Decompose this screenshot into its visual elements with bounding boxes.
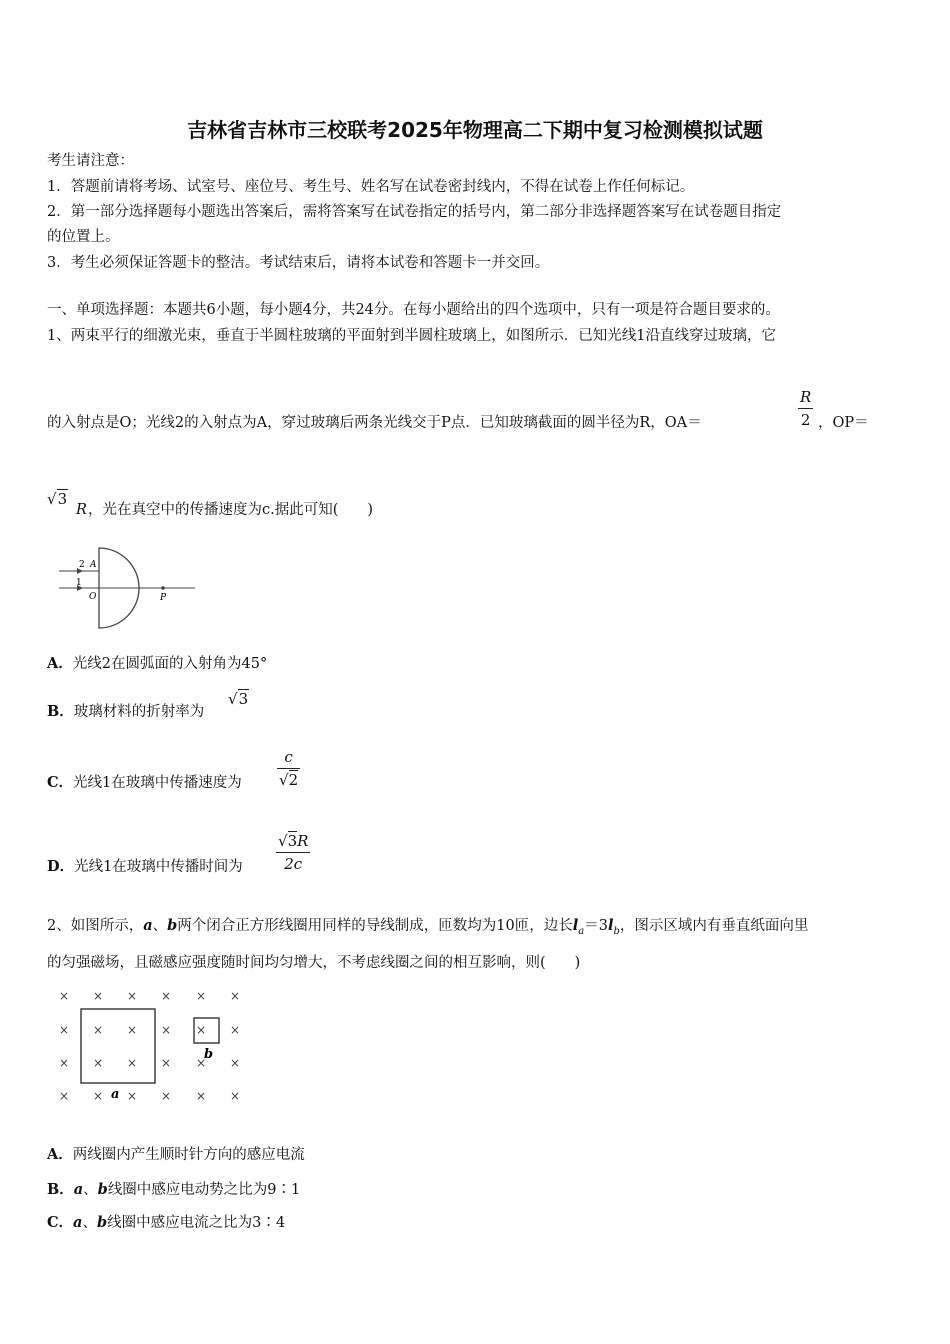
q1-figure-semicircle-glass [55,545,200,631]
radicand: 2 [288,771,299,789]
field-cross-icon: × [230,1089,241,1103]
point-o-label: O [89,592,97,602]
field-cross-icon: × [59,1089,70,1103]
option-label: A． [47,1146,73,1163]
option-text: 线圈中感应电流之比为3∶4 [107,1215,286,1231]
field-cross-icon: × [59,1023,70,1037]
field-cross-icon: × [230,989,241,1003]
q1-option-b-sqrt: √3 [228,690,249,708]
q2-text-line2: 的匀强磁场，且磁感应强度随时间均匀增大，不考虑线圈之间的相互影响，则( ) [47,955,581,971]
field-cross-icon: × [127,1089,138,1103]
option-text: 光线2在圆弧面的入射角为45° [72,656,268,672]
option-text: 玻璃材料的折射率为 [73,704,205,720]
coil-b-symbol: b [96,1214,108,1231]
option-label: C． [47,774,74,791]
l-symbol-2: l [607,917,614,934]
q1-option-c [47,773,242,793]
coil-a-square [81,1009,155,1083]
option-label: B． [47,703,74,720]
field-cross-icon: × [196,1089,207,1103]
field-cross-icon: × [161,1089,172,1103]
field-crosses [59,989,240,1103]
q2-option-b [47,1180,300,1200]
field-cross-icon: × [196,989,207,1003]
numerator-r: R [297,832,309,850]
q2-figure-magnetic-field [50,984,250,1109]
fraction-denominator: 2c [284,855,303,873]
field-cross-icon: × [196,1056,207,1070]
separator: 、 [83,1182,98,1198]
field-cross-icon: × [127,989,138,1003]
q2-text-suffix: ，图示区域内有垂直纸面向里 [619,918,809,934]
q1-text-line1: 1、两束平行的细激光束，垂直于半圆柱玻璃的平面射到半圆柱玻璃上，如图所示．已知光线1沿直线穿过玻璃，它 [47,328,776,344]
radicand: 3 [238,690,249,708]
field-cross-icon: × [127,1056,138,1070]
option-label: D． [47,858,75,875]
q1-option-b [47,702,204,722]
field-cross-icon: × [230,1023,241,1037]
field-cross-icon: × [127,1023,138,1037]
notice-item-2: 2．第一部分选择题每小题选出答案后，需将答案写在试卷指定的括号内，第二部分非选择题答案写在试卷题目指定 [47,204,782,220]
point-a-label: A [90,560,97,570]
coil-b-symbol: b [167,917,178,934]
radicand: 3 [57,490,68,508]
q1-op-label: ，OP＝ [818,415,869,431]
page-title: 吉林省吉林市三校联考2025年物理高二下期中复习检测模拟试题 [187,118,763,142]
q1-option-d-fraction [276,832,310,873]
option-label: C． [47,1214,74,1231]
option-text: 光线1在玻璃中传播时间为 [74,859,243,875]
coil-a-label: a [111,1087,120,1102]
equals-expression: ＝3 [584,918,608,934]
q2-text-line1 [47,916,808,942]
separator: 、 [152,918,168,934]
field-cross-icon: × [93,1056,104,1070]
fraction-denominator: √2 [279,771,299,789]
fraction-denominator: 2 [800,411,811,429]
field-cross-icon: × [59,1056,70,1070]
point-p-dot [161,586,165,590]
subscript-b: b [613,925,620,937]
fraction-numerator: R [800,388,812,406]
q2-text-middle: 两个闭合正方形线圈用同样的导线制成，匝数均为10匝，边长 [177,918,573,934]
point-p-label: P [160,593,167,603]
radicand: 3 [287,832,298,850]
ray-1-label: 1 [76,578,82,588]
l-symbol: l [572,917,579,934]
notice-item-3: 3．考生必须保证答题卡的整洁。考试结束后，请将本试卷和答题卡一并交回。 [47,255,550,271]
coil-a-symbol: a [73,1181,84,1198]
q1-option-d [47,857,243,877]
fraction-numerator: √3R [278,832,309,850]
coil-a-symbol: a [73,1214,83,1231]
q2-text-prefix: 2、如图所示， [47,918,144,934]
q1-option-c-fraction [277,748,300,789]
q1-oa-fraction [798,388,813,429]
field-cross-icon: × [196,1023,207,1037]
field-cross-icon: × [93,1023,104,1037]
q2-option-c [47,1213,285,1233]
notice-heading: 考生请注意： [47,153,134,169]
field-cross-icon: × [230,1056,241,1070]
ray-2-label: 2 [79,560,85,570]
notice-item-1: 1．答题前请将考场、试室号、座位号、考生号、姓名写在试卷密封线内，不得在试卷上作任何标记。 [47,179,695,195]
fraction-numerator: c [284,748,293,766]
field-cross-icon: × [161,1056,172,1070]
coil-b-symbol: b [97,1181,108,1198]
field-cross-icon: × [161,1023,172,1037]
field-cross-icon: × [93,989,104,1003]
option-label: B． [47,1181,74,1198]
q1-sqrt3: √3 [47,490,68,508]
q1-text-line2: 的入射点是O；光线2的入射点为A，穿过玻璃后两条光线交于P点．已知玻璃截面的圆半径为R，OA＝ [47,415,702,431]
option-text: 两线圈内产生顺时针方向的感应电流 [72,1147,305,1163]
subscript-a: a [578,925,585,937]
q2-option-a [47,1145,305,1165]
field-cross-icon: × [93,1089,104,1103]
separator: 、 [82,1215,97,1231]
option-text: 线圈中感应电动势之比为9∶1 [107,1182,301,1198]
option-label: A． [47,655,73,672]
field-cross-icon: × [161,989,172,1003]
coil-a-symbol: a [143,917,153,934]
notice-item-2-cont: 的位置上。 [47,229,120,245]
q1-text-line3: ，光在真空中的传播速度为c.据此可知( ) [88,502,374,518]
q1-option-a [47,654,267,674]
coil-b-label: b [204,1047,214,1062]
field-cross-icon: × [59,989,70,1003]
q1-r-symbol: R [76,502,87,518]
option-text: 光线1在玻璃中传播速度为 [73,775,242,791]
section-heading: 一、单项选择题：本题共6小题，每小题4分，共24分。在每小题给出的四个选项中，只有一项是符合题目要求的。 [47,302,780,318]
